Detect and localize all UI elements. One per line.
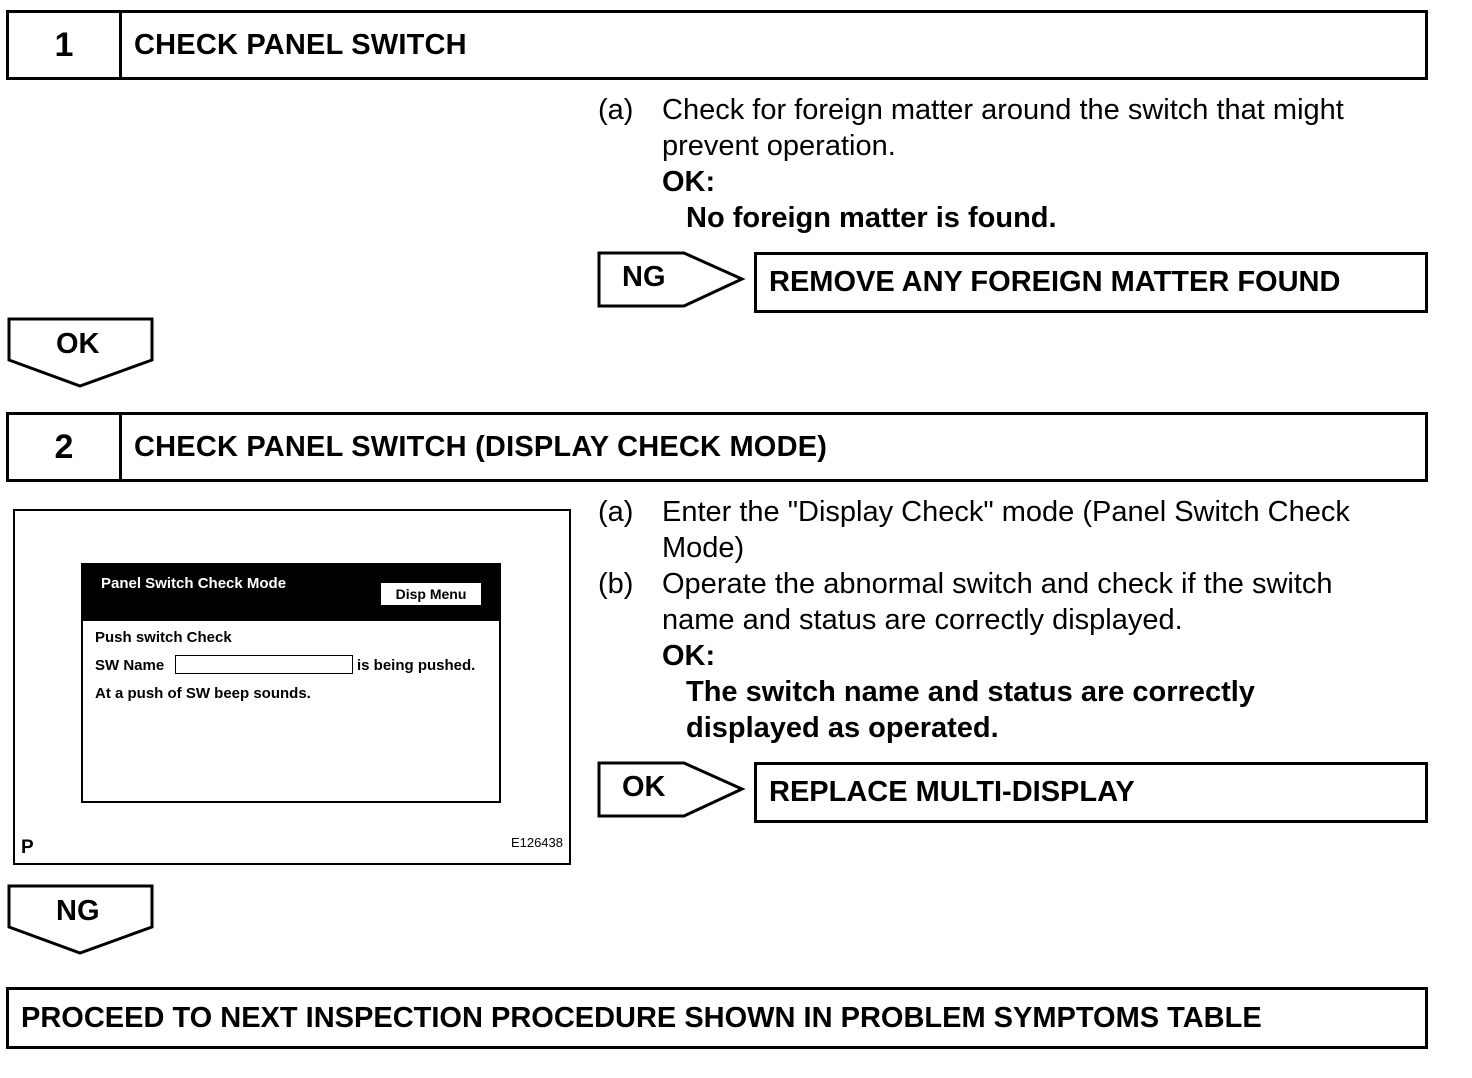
ng-result-text: REMOVE ANY FOREIGN MATTER FOUND <box>769 266 1341 298</box>
ok-criteria-text: No foreign matter is found. <box>686 202 1057 234</box>
step-1-header <box>6 10 1428 80</box>
ok-down-arrow-label: OK <box>56 328 100 360</box>
figure-corner-label: P <box>21 837 34 858</box>
ok-result-box <box>754 762 1428 823</box>
instruction-b-label: (b) <box>598 568 634 600</box>
display-figure <box>13 509 571 865</box>
instruction-a-label: (a) <box>598 496 634 528</box>
push-switch-check-text: Push switch Check <box>95 629 232 646</box>
instruction-b-line2: name and status are correctly displayed. <box>662 604 1183 636</box>
ok-criteria-line1: The switch name and status are correctly <box>686 676 1255 708</box>
step-1-number: 1 <box>9 13 122 77</box>
ng-down-arrow-label: NG <box>56 895 100 927</box>
instruction-a-line2: prevent operation. <box>662 130 896 162</box>
ok-criteria-label: OK: <box>662 166 716 198</box>
sw-status-text: is being pushed. <box>357 657 476 674</box>
final-procedure-box <box>6 987 1428 1049</box>
step-2-number: 2 <box>9 415 122 479</box>
ok-criteria-label: OK: <box>662 640 716 672</box>
ng-result-box <box>754 252 1428 313</box>
step-1-title: CHECK PANEL SWITCH <box>134 28 467 61</box>
step-2-instructions <box>598 494 1428 746</box>
sw-name-label: SW Name <box>95 657 165 674</box>
step-2-header <box>6 412 1428 482</box>
disp-menu-button[interactable]: Disp Menu <box>381 583 481 605</box>
instruction-a-line1: Check for foreign matter around the switch that might <box>662 94 1344 126</box>
step-1-instructions <box>598 92 1428 236</box>
sw-name-field <box>175 655 353 674</box>
final-procedure-text: PROCEED TO NEXT INSPECTION PROCEDURE SHOWN IN PROBLEM SYMPTOMS TABLE <box>21 1001 1262 1034</box>
step-2-title: CHECK PANEL SWITCH (DISPLAY CHECK MODE) <box>134 430 828 463</box>
instruction-a-line1: Enter the "Display Check" mode (Panel Switch Check <box>662 496 1350 528</box>
instruction-b-line1: Operate the abnormal switch and check if the switch <box>662 568 1333 600</box>
beep-sounds-text: At a push of SW beep sounds. <box>95 685 311 702</box>
display-screen <box>81 563 501 803</box>
ok-arrow-shape <box>596 760 748 820</box>
ok-result-text: REPLACE MULTI-DISPLAY <box>769 776 1135 808</box>
figure-id: E126438 <box>510 835 563 850</box>
instruction-a-line2: Mode) <box>662 532 745 564</box>
ng-arrow-label: NG <box>622 261 666 293</box>
instruction-a-label: (a) <box>598 94 634 126</box>
ok-arrow-label: OK <box>622 771 666 803</box>
ng-arrow-shape <box>596 250 748 310</box>
screen-title: Panel Switch Check Mode <box>101 575 287 592</box>
ok-criteria-line2: displayed as operated. <box>686 712 999 744</box>
